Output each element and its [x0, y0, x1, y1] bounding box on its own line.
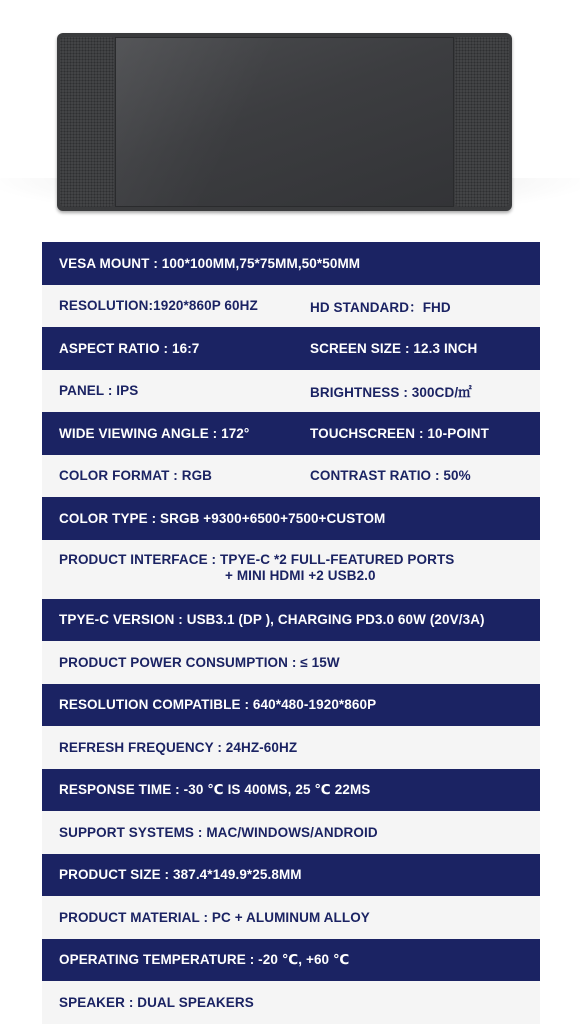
spec-row-typec-version [42, 599, 540, 642]
spec-label: SUPPORT SYSTEMS : MAC/WINDOWS/ANDROID [59, 824, 378, 840]
spec-label: SCREEN SIZE : 12.3 INCH [310, 340, 478, 356]
spec-label: HD STANDARD：FHD [310, 299, 451, 315]
spec-label: PRODUCT POWER CONSUMPTION : ≤ 15W [59, 654, 340, 670]
right-speaker-grille [455, 37, 509, 207]
spec-row-viewing-angle [42, 412, 540, 455]
spec-label: RESOLUTION COMPATIBLE : 640*480-1920*860P [59, 697, 377, 713]
spec-row-operating-temperature [42, 939, 540, 982]
spec-label: BRIGHTNESS : 300CD/㎡ [310, 384, 472, 400]
spec-label: COLOR FORMAT : RGB [59, 468, 213, 484]
monitor-screen [115, 37, 454, 207]
left-speaker-grille [60, 37, 114, 207]
spec-label: REFRESH FREQUENCY : 24HZ-60HZ [59, 739, 298, 755]
spec-row-resolution [42, 285, 540, 328]
spec-label: OPERATING TEMPERATURE : -20 ℃, +60 ℃ [59, 951, 350, 967]
spec-label: TPYE-C VERSION : USB3.1 (DP ), CHARGING PD3.0 60W (20V/3A) [59, 612, 485, 628]
spec-row-product-material [42, 896, 540, 939]
spec-table [42, 242, 540, 1024]
spec-label: RESPONSE TIME : -30 ℃ IS 400MS, 25 ℃ 22MS [59, 781, 371, 797]
spec-row-color-format [42, 455, 540, 498]
monitor-body [57, 33, 512, 211]
spec-label: PANEL : IPS [59, 383, 139, 399]
spec-row-product-size [42, 854, 540, 897]
spec-label: WIDE VIEWING ANGLE : 172° [59, 425, 250, 441]
spec-label: SPEAKER : DUAL SPEAKERS [59, 994, 254, 1010]
spec-row-response-time [42, 769, 540, 812]
spec-row-resolution-compatible [42, 684, 540, 727]
spec-label: COLOR TYPE : SRGB +9300+6500+7500+CUSTOM [59, 510, 386, 526]
spec-label: ASPECT RATIO : 16:7 [59, 340, 200, 356]
spec-multiline [59, 552, 454, 584]
spec-label: CONTRAST RATIO : 50% [310, 468, 471, 484]
spec-label: RESOLUTION:1920*860P 60HZ [59, 298, 258, 314]
product-image [0, 0, 580, 240]
spec-label-line-2: + MINI HDMI +2 USB2.0 [225, 567, 376, 583]
spec-row-color-type [42, 497, 540, 540]
spec-row-vesa-mount [42, 242, 540, 285]
spec-label: VESA MOUNT : 100*100MM,75*75MM,50*50MM [59, 255, 361, 271]
spec-row-speaker [42, 981, 540, 1024]
spec-label-line-1: PRODUCT INTERFACE : TPYE-C *2 FULL-FEATURED PORTS [59, 551, 455, 567]
spec-row-support-systems [42, 811, 540, 854]
spec-label: PRODUCT MATERIAL : PC + ALUMINUM ALLOY [59, 909, 370, 925]
spec-row-aspect-ratio [42, 327, 540, 370]
spec-row-product-interface [42, 540, 540, 599]
spec-row-refresh-frequency [42, 726, 540, 769]
screen-reflection [116, 38, 453, 206]
spec-label: TOUCHSCREEN : 10-POINT [310, 425, 489, 441]
spec-label: PRODUCT SIZE : 387.4*149.9*25.8MM [59, 867, 302, 883]
spec-row-power-consumption [42, 641, 540, 684]
spec-row-panel [42, 370, 540, 413]
